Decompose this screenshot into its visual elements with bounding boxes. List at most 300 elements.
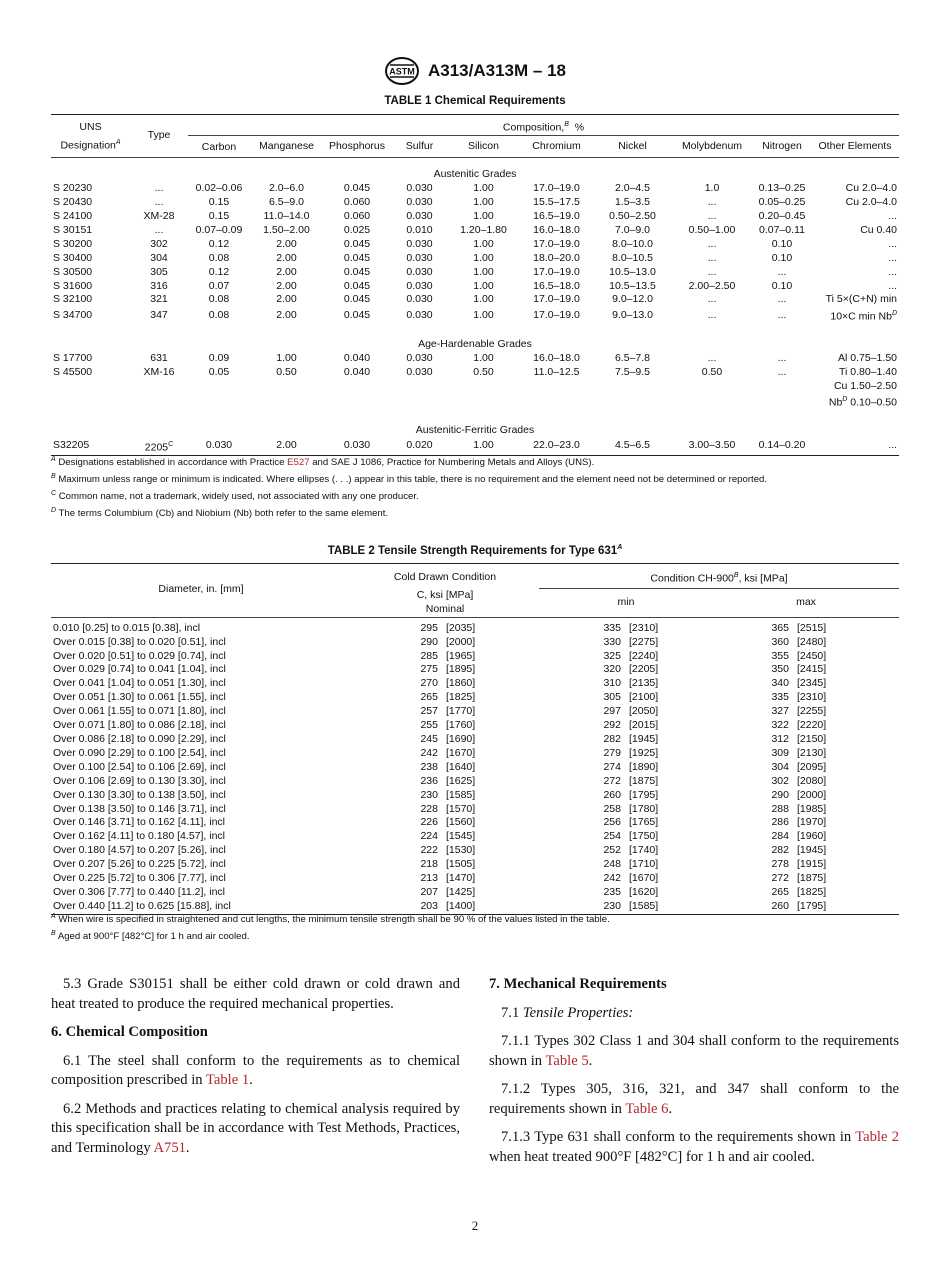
table2-cell: 295 bbox=[420, 621, 438, 634]
col-condition: Condition $CH-900^B$, ksi [MPa] bbox=[539, 564, 899, 589]
table2-cell: [1585] bbox=[446, 788, 476, 801]
table2-cell: 257 bbox=[420, 705, 438, 718]
table1-cell: ... bbox=[888, 210, 897, 223]
table2-cell: 286 bbox=[771, 816, 789, 829]
austenitic-rows bbox=[51, 182, 899, 325]
table2-cell: [2135] bbox=[629, 677, 659, 690]
table1-cell: 6.5–7.8 bbox=[614, 351, 651, 364]
table1-footnote-d: $^D$ The terms Columbium (Cb) and Niobium (Nb) both refer to the same element. bbox=[51, 506, 389, 519]
age-extra-cu: Cu 1.50–2.50 bbox=[833, 379, 897, 392]
table1-cell: 7.0–9.0 bbox=[614, 223, 651, 236]
table1-cell: ... bbox=[888, 439, 897, 452]
table1-cell: Ti 0.80–1.40 bbox=[839, 365, 897, 378]
table1-cell: 4.5–6.5 bbox=[614, 439, 651, 452]
table2-cell: [1545] bbox=[446, 830, 476, 843]
table1-cell: 16.0–18.0 bbox=[533, 223, 580, 236]
table1-cell: 9.0–13.0 bbox=[612, 309, 653, 322]
table1-cell: 1.00 bbox=[473, 237, 494, 250]
table2-cell: [1875] bbox=[797, 872, 827, 885]
right-column bbox=[489, 975, 899, 1176]
table1-cell: ... bbox=[888, 265, 897, 278]
table2-cell: 327 bbox=[771, 705, 789, 718]
table1-cell: 0.02–0.06 bbox=[195, 182, 243, 195]
table1-cell: 0.08 bbox=[208, 309, 230, 322]
para-5-3: 5.3 Grade S30151 shall be either cold drawn or cold drawn and heat treated to produce the required mechanical properties. bbox=[51, 976, 460, 1012]
table1-cell: 1.00 bbox=[276, 351, 297, 364]
table2-cell: [2130] bbox=[797, 746, 827, 759]
table-row bbox=[51, 663, 899, 677]
table2-cell: [1985] bbox=[797, 802, 827, 815]
table1-cell: 0.50 bbox=[701, 365, 723, 378]
table-row bbox=[51, 622, 899, 636]
table-row bbox=[51, 182, 899, 196]
table1-cell: ... bbox=[707, 210, 717, 223]
table2-cell: [1945] bbox=[629, 732, 659, 745]
table2-cell: 242 bbox=[420, 746, 438, 759]
table2-cell: 235 bbox=[603, 885, 621, 898]
table1-cell: 0.030 bbox=[406, 265, 433, 278]
table1-cell: 17.0–19.0 bbox=[533, 237, 580, 250]
table2-cell: Over 0.041 [1.04] to 0.051 [1.30], incl bbox=[53, 677, 226, 690]
table1-cell: 1.00 bbox=[473, 265, 494, 278]
table1-cell: 0.030 bbox=[406, 210, 433, 223]
table1-cell: 0.045 bbox=[343, 251, 371, 264]
table-row bbox=[51, 886, 899, 900]
age-extra-nb: $Nb^D$ 0.10–0.50 bbox=[828, 396, 897, 409]
table-row bbox=[51, 733, 899, 747]
table1-cell: 16.0–18.0 bbox=[533, 351, 580, 364]
table1-cell: Ti 5×(C+N) min bbox=[825, 293, 897, 306]
table2-cell: 207 bbox=[420, 885, 438, 898]
table1-cell: 8.0–10.0 bbox=[612, 237, 653, 250]
table2-cell: [1505] bbox=[446, 858, 476, 871]
table1-cell: XM-28 bbox=[143, 210, 175, 223]
table2-cell: [2205] bbox=[629, 663, 659, 676]
table1-cell: XM-16 bbox=[143, 365, 175, 378]
table2-cell: [1970] bbox=[797, 816, 827, 829]
para-6-2: 6.2 Methods and practices relating to chemical analysis required by this specification shall be in accordance with Test Methods, Practices, and Terminology A751. bbox=[51, 1100, 460, 1156]
table2-cell: Over 0.180 [4.57] to 0.207 [5.26], incl bbox=[53, 844, 226, 857]
table1-cell: S 20430 bbox=[53, 196, 93, 209]
table1-cell: 0.030 bbox=[343, 439, 371, 452]
table2-cell: [1760] bbox=[446, 719, 476, 732]
table-row bbox=[51, 830, 899, 844]
table1-cell: 0.50 bbox=[473, 365, 494, 378]
table-row bbox=[51, 224, 899, 238]
table1-cell: 1.00 bbox=[473, 309, 494, 322]
table2-cell: [1965] bbox=[446, 649, 476, 662]
table1-cell: 0.05 bbox=[208, 365, 230, 378]
table2-cell: 309 bbox=[771, 746, 789, 759]
table1-cell: 0.010 bbox=[406, 223, 433, 236]
table2-cell: Over 0.162 [4.11] to 0.180 [4.57], incl bbox=[53, 830, 225, 843]
table2-cell: 350 bbox=[771, 663, 789, 676]
table2-cell: 320 bbox=[603, 663, 621, 676]
table2-cell: 288 bbox=[771, 802, 789, 815]
col-carbon: Carbon bbox=[201, 140, 237, 153]
table1-footnote-c: $^C$ Common name, not a trademark, widely used, not associated with any one producer. bbox=[51, 489, 419, 502]
table2-cell: 302 bbox=[771, 774, 789, 787]
table1-cell: Cu 2.0–4.0 bbox=[845, 182, 897, 195]
table1-cell: 2.00 bbox=[276, 439, 297, 452]
table2-cell: [1470] bbox=[446, 872, 476, 885]
table1-cell: 0.07 bbox=[208, 279, 230, 292]
table2-link[interactable]: Table 2 bbox=[855, 1129, 900, 1145]
table2-cell: [1690] bbox=[446, 732, 476, 745]
table2-cell: Over 0.440 [11.2] to 0.625 [15.88], incl bbox=[53, 899, 231, 912]
table1-footnote-a: $^A$ Designations established in accordance with Practice E527 and SAE J 1086, Practice for Numbering Metals and Alloys (UNS). bbox=[51, 456, 595, 469]
table2-cell: [2275] bbox=[629, 635, 659, 648]
table1-cell: 2.0–4.5 bbox=[614, 182, 651, 195]
table-row bbox=[51, 366, 899, 380]
table2-cell: Over 0.138 [3.50] to 0.146 [3.71], incl bbox=[53, 802, 226, 815]
para-7-1-1: 7.1.1 Types 302 Class 1 and 304 shall conform to the requirements shown in Table 5. bbox=[489, 1033, 899, 1069]
footnote-marker: D bbox=[891, 310, 897, 318]
page-header bbox=[0, 56, 950, 91]
table-row bbox=[51, 719, 899, 733]
table1-cell: 0.10 bbox=[771, 279, 793, 292]
table1-cell: S 20230 bbox=[53, 182, 93, 195]
col-chromium: Chromium bbox=[532, 139, 581, 152]
table1-cell: S32205 bbox=[53, 439, 90, 452]
col-uns: UNS bbox=[79, 121, 102, 133]
table1-cell: ... bbox=[777, 351, 787, 364]
table1-cell: ... bbox=[777, 265, 787, 278]
table2-cell: 274 bbox=[603, 760, 621, 773]
table2-cell: [1640] bbox=[446, 760, 476, 773]
table1-cell: 0.030 bbox=[406, 182, 433, 195]
table1-cell: 0.040 bbox=[343, 351, 371, 364]
table1-cell: 2.00 bbox=[276, 251, 297, 264]
table2-cell: [1825] bbox=[797, 885, 827, 898]
table1-cell: 18.0–20.0 bbox=[533, 251, 580, 264]
table2-cell: [1825] bbox=[446, 691, 476, 704]
col-other-elements: Other Elements bbox=[818, 139, 892, 152]
table1-cell: 0.030 bbox=[406, 365, 433, 378]
table2-cell: Over 0.015 [0.38] to 0.020 [0.51], incl bbox=[53, 635, 226, 648]
table1-cell: 0.14–0.20 bbox=[758, 439, 806, 452]
table2-cell: 285 bbox=[420, 649, 438, 662]
table1-cell: 1.5–3.5 bbox=[614, 196, 651, 209]
a751-link[interactable]: A751 bbox=[153, 1139, 186, 1156]
table1-cell: 305 bbox=[150, 265, 168, 278]
table2-cell: 245 bbox=[420, 732, 438, 745]
footnote-marker: C bbox=[168, 440, 174, 448]
table2-cell: 272 bbox=[603, 774, 621, 787]
table1-cell: 0.50 bbox=[276, 365, 297, 378]
para-7-1-3: 7.1.3 Type 631 shall conform to the requirements shown in Table 2 when heat treated 900°F [482°C] for 1 h and air cooled. bbox=[489, 1129, 900, 1165]
table2-cell: 252 bbox=[603, 844, 621, 857]
table1-cell: 6.5–9.0 bbox=[268, 196, 305, 209]
table1-cell: 17.0–19.0 bbox=[533, 293, 580, 306]
col-molybdenum: Molybdenum bbox=[681, 139, 743, 152]
table2-cell: Over 0.071 [1.80] to 0.086 [2.18], incl bbox=[53, 719, 226, 732]
table2-cell: 256 bbox=[603, 816, 621, 829]
table2-cell: [1670] bbox=[446, 746, 476, 759]
e527-link[interactable]: E527 bbox=[287, 457, 310, 469]
table1-cell: 0.060 bbox=[343, 210, 371, 223]
composition-header: Composition,$^B$ % bbox=[188, 115, 899, 136]
table1-cell: 0.50–1.00 bbox=[688, 223, 736, 236]
table2-cell: [2415] bbox=[797, 663, 827, 676]
table2-cell: [1915] bbox=[797, 858, 827, 871]
table1-cell: 1.00 bbox=[473, 251, 494, 264]
table1-cell: 0.030 bbox=[406, 351, 433, 364]
table-row bbox=[51, 252, 899, 266]
table2-cell: [1890] bbox=[629, 760, 659, 773]
table1-cell: 0.030 bbox=[406, 309, 433, 322]
table2-cell: Over 0.225 [5.72] to 0.306 [7.77], incl bbox=[53, 872, 226, 885]
table2-cell: [2100] bbox=[629, 691, 659, 704]
table-row bbox=[51, 691, 899, 705]
table1-link[interactable]: Table 1 bbox=[205, 1072, 250, 1088]
table1-cell: 2.00 bbox=[276, 309, 297, 322]
table1-cell: 16.5–18.0 bbox=[533, 279, 580, 292]
svg-text:ASTM: ASTM bbox=[389, 66, 415, 77]
table1-cell: 1.00 bbox=[473, 439, 494, 452]
table2-cell: Over 0.146 [3.71] to 0.162 [4.11], incl bbox=[53, 816, 225, 829]
table1-cell: 10.5–13.5 bbox=[609, 279, 656, 292]
table1-cell: 1.00 bbox=[473, 196, 494, 209]
table-row bbox=[51, 210, 899, 224]
table1-cell: 2.00 bbox=[276, 293, 297, 306]
table1-cell: 7.5–9.5 bbox=[614, 365, 651, 378]
table-row bbox=[51, 872, 899, 886]
col-phosphorus: Phosphorus bbox=[328, 139, 386, 152]
table2-cell: [2515] bbox=[797, 621, 827, 634]
table1-cell: 0.030 bbox=[406, 196, 433, 209]
table1-cell: 1.00 bbox=[473, 182, 494, 195]
table-row bbox=[51, 705, 899, 719]
table1-cell: 1.50–2.00 bbox=[263, 223, 310, 236]
table1-cell: 0.030 bbox=[406, 279, 433, 292]
table2-cell: 335 bbox=[603, 621, 621, 634]
table-row bbox=[51, 196, 899, 210]
table2-cell: 270 bbox=[420, 677, 438, 690]
table-row bbox=[51, 747, 899, 761]
table2-cell: [1945] bbox=[797, 844, 827, 857]
table2-cell: 297 bbox=[603, 705, 621, 718]
table-row bbox=[51, 858, 899, 872]
table2-cell: [1875] bbox=[629, 774, 659, 787]
table2-cell: [2255] bbox=[797, 705, 827, 718]
table1-cell: Cu 2.0–4.0 bbox=[845, 196, 897, 209]
table1-cell: 0.07–0.09 bbox=[195, 223, 243, 236]
table-row bbox=[51, 789, 899, 803]
table2-cell: 340 bbox=[771, 677, 789, 690]
table2-cell: 238 bbox=[420, 760, 438, 773]
table1-cell: 17.0–19.0 bbox=[533, 182, 580, 195]
table2-cell: [2095] bbox=[797, 760, 827, 773]
table1-cell: ... bbox=[707, 351, 717, 364]
table6-link[interactable]: Table 6 bbox=[625, 1100, 669, 1117]
age-hardenable-rows bbox=[51, 352, 899, 380]
table2-footnote-b: $^B$ Aged at 900°F [482°C] for 1 h and air cooled. bbox=[51, 929, 250, 943]
table1-cell: 2.00–2.50 bbox=[688, 279, 736, 292]
table1-cell: ... bbox=[154, 196, 164, 209]
table1-cell: 0.10 bbox=[771, 251, 793, 264]
table2-cell: 218 bbox=[420, 858, 438, 871]
table1-cell: ... bbox=[707, 196, 717, 209]
table2-cell: [2000] bbox=[446, 635, 476, 648]
table2-cell: [1795] bbox=[629, 788, 659, 801]
table2-cell: 222 bbox=[420, 844, 438, 857]
table2-cell: [1960] bbox=[797, 830, 827, 843]
document-title: A313/A313M – 18 bbox=[428, 61, 566, 80]
col-designation: Designation$^A$ bbox=[60, 138, 121, 152]
table1-cell: 1.00 bbox=[473, 293, 494, 306]
table1-cell: 11.0–14.0 bbox=[263, 210, 310, 223]
table2-cell: 290 bbox=[771, 788, 789, 801]
table2-cell: [1750] bbox=[629, 830, 659, 843]
table2-cell: 213 bbox=[420, 872, 438, 885]
table2-cell: [2000] bbox=[797, 788, 827, 801]
table2-cell: 305 bbox=[603, 691, 621, 704]
group-austenitic: Austenitic Grades bbox=[433, 168, 517, 181]
table1-cell: 316 bbox=[150, 279, 168, 292]
table2-cell: [1670] bbox=[629, 872, 659, 885]
table2-cell: 284 bbox=[771, 830, 789, 843]
table1-cell: 0.15 bbox=[208, 196, 230, 209]
table1-cell: 2.00 bbox=[276, 237, 297, 250]
col-min: min bbox=[539, 589, 713, 617]
table1-cell: ... bbox=[707, 293, 717, 306]
col-cold-drawn: Cold Drawn Condition bbox=[393, 571, 497, 583]
table1-cell: ... bbox=[707, 309, 717, 322]
table1-cell: 17.0–19.0 bbox=[533, 265, 580, 278]
table2-cell: 365 bbox=[771, 621, 789, 634]
table1-cell: 0.09 bbox=[208, 351, 230, 364]
table2-cell: [2150] bbox=[797, 732, 827, 745]
table1-cell: ... bbox=[707, 237, 717, 250]
table2-cell: [1425] bbox=[446, 885, 476, 898]
table2-cell: [1740] bbox=[629, 844, 659, 857]
table2-cell: [1530] bbox=[446, 844, 476, 857]
col-cold-drawn-units: C, ksi [MPa] Nominal bbox=[351, 589, 539, 617]
table2-cell: 203 bbox=[420, 899, 438, 912]
col-diameter: Diameter, in. [mm] bbox=[51, 564, 351, 618]
table2-cell: 226 bbox=[420, 816, 438, 829]
table1-cell: 2.0–6.0 bbox=[268, 182, 305, 195]
table2-cell: [2035] bbox=[446, 621, 476, 634]
table1-footnote-b: $^B$ Maximum unless range or minimum is indicated. Where ellipses (. . .) appear in this table, there is no requirement and the element need not be determined or reported. bbox=[51, 472, 768, 486]
table2-cell: Over 0.130 [3.30] to 0.138 [3.50], incl bbox=[53, 788, 226, 801]
table1-cell: 10×C $\min Nb^D$ bbox=[830, 310, 897, 323]
table1-caption: TABLE 1 Chemical Requirements bbox=[384, 95, 566, 107]
table2-cell: 255 bbox=[420, 719, 438, 732]
table1-cell: S 30400 bbox=[53, 251, 93, 264]
page-number: 2 bbox=[471, 1218, 479, 1233]
table1-cell: 0.030 bbox=[205, 439, 233, 452]
col-manganese: Manganese bbox=[259, 139, 314, 152]
table2-cell: 278 bbox=[771, 858, 789, 871]
table1 bbox=[51, 114, 899, 456]
table1-cell: ... bbox=[154, 223, 164, 236]
table1-cell: ... bbox=[888, 251, 897, 264]
table1-cell: 0.030 bbox=[406, 251, 433, 264]
table2-cell: 230 bbox=[420, 788, 438, 801]
table2-cell: [2345] bbox=[797, 677, 827, 690]
table5-link[interactable]: Table 5 bbox=[545, 1052, 589, 1069]
table2-cell: 260 bbox=[771, 899, 789, 912]
table1-cell: S 30200 bbox=[53, 237, 93, 250]
table2-cell: [1620] bbox=[629, 885, 659, 898]
table2-cell: 322 bbox=[771, 719, 789, 732]
table1-cell: Al 0.75–1.50 bbox=[838, 351, 897, 364]
table2-cell: Over 0.306 [7.77] to 0.440 [11.2], incl bbox=[53, 885, 225, 898]
table1-cell: S 30151 bbox=[53, 223, 93, 236]
table2-cell: 0.010 [0.25] to 0.015 [0.38], incl bbox=[53, 621, 201, 634]
table2-cell: [1765] bbox=[629, 816, 659, 829]
table1-cell: 0.15 bbox=[208, 210, 230, 223]
table2-cell: [2310] bbox=[629, 621, 659, 634]
table2-cell: 228 bbox=[420, 802, 438, 815]
table1-cell: 0.045 bbox=[343, 293, 371, 306]
table2-cell: Over 0.207 [5.26] to 0.225 [5.72], incl bbox=[53, 858, 226, 871]
table2-cell: 248 bbox=[603, 858, 621, 871]
table1-cell: 0.10 bbox=[771, 237, 793, 250]
section-6-heading: 6. Chemical Composition bbox=[51, 1024, 208, 1040]
table2-cell: 355 bbox=[771, 649, 789, 662]
table-row bbox=[51, 238, 899, 252]
table1-cell: 0.045 bbox=[343, 237, 371, 250]
table-row bbox=[51, 352, 899, 366]
table2-cell: 312 bbox=[771, 732, 789, 745]
table1-cell: 1.20–1.80 bbox=[460, 223, 507, 236]
col-max: max bbox=[713, 589, 899, 617]
table2-cell: [1400] bbox=[446, 899, 476, 912]
table1-cell: $2205^C$ bbox=[144, 440, 174, 454]
table-row bbox=[51, 844, 899, 858]
table1-cell: S 17700 bbox=[53, 351, 93, 364]
table2-footnote-a: $^A$ When wire is specified in straightened and cut lengths, the minimum tensile strength shall be 90 % of the values listed in the table. bbox=[51, 913, 610, 926]
table1-cell: S 31600 bbox=[53, 279, 93, 292]
table2-cell: Over 0.051 [1.30] to 0.061 [1.55], incl bbox=[53, 691, 226, 704]
table2-cell: [2240] bbox=[629, 649, 659, 662]
table1-cell: S 24100 bbox=[53, 210, 93, 223]
col-nitrogen: Nitrogen bbox=[762, 139, 802, 152]
table2-cell: 282 bbox=[603, 732, 621, 745]
table2-cell: Over 0.029 [0.74] to 0.041 [1.04], incl bbox=[53, 663, 226, 676]
table1-cell: 0.05–0.25 bbox=[758, 196, 806, 209]
table2-cell: [1770] bbox=[446, 705, 476, 718]
table2-footnotes bbox=[51, 910, 911, 944]
table2-cell: [1780] bbox=[629, 802, 659, 815]
table2-cell: 275 bbox=[420, 663, 438, 676]
table1-cell: ... bbox=[154, 182, 164, 195]
table2-cell: [1585] bbox=[629, 899, 659, 912]
col-nickel: Nickel bbox=[618, 139, 647, 152]
table-row bbox=[51, 761, 899, 775]
table2-cell: 330 bbox=[603, 635, 621, 648]
table1-cell: Cu 0.40 bbox=[860, 223, 897, 236]
group-austenitic-ferritic: Austenitic-Ferritic Grades bbox=[415, 423, 535, 436]
table2-cell: 279 bbox=[603, 746, 621, 759]
section-7-heading: 7. Mechanical Requirements bbox=[489, 976, 667, 992]
table2-cell: 282 bbox=[771, 844, 789, 857]
table-row bbox=[51, 650, 899, 664]
table1-cell: 0.045 bbox=[343, 279, 371, 292]
table2-cell: [1570] bbox=[446, 802, 476, 815]
table1-cell: 302 bbox=[150, 237, 168, 250]
table1-cell: ... bbox=[777, 293, 787, 306]
table1-cell: 0.07–0.11 bbox=[759, 223, 805, 236]
table2-cell: 258 bbox=[603, 802, 621, 815]
table2-cell: [2450] bbox=[797, 649, 827, 662]
table2-cell: 230 bbox=[603, 899, 621, 912]
table1-cell: 0.025 bbox=[343, 223, 371, 236]
table1-cell: 15.5–17.5 bbox=[533, 196, 580, 209]
